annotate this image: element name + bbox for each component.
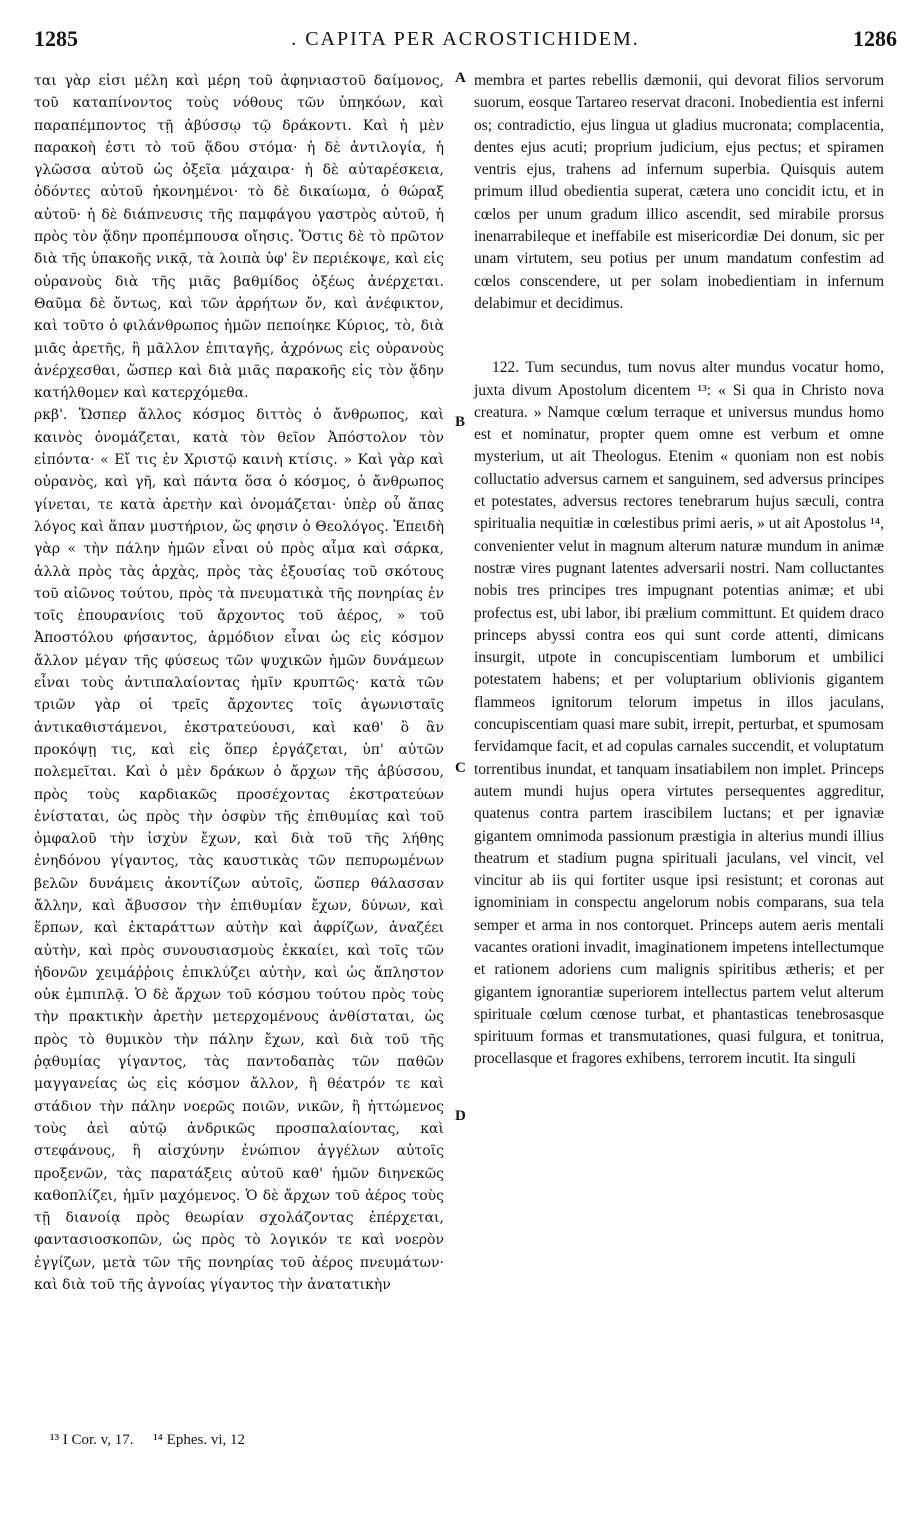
greek-column <box>34 70 444 1296</box>
page-number-left: 1285 <box>34 26 78 51</box>
footnote-13: ¹³ I Cor. v, 17. <box>50 1432 134 1448</box>
latin-paragraph-1: membra et partes rebellis dæmonii, qui devorat filios servorum suorum, eosque Tartareo reservat draconi. Inobedientia est inferni os; contradictio, ejus lingua ut gladius mucronata; complacentia, dentes ejus acuti; proprium judicium, ejus pectus; et spiramen ventris ejus, trahens ad infernum superbia. Quisquis autem primum illud obedientia superat, cætera uno concidit ictu, et in cœlos per unum gradum illico ascendit, sed mirabile prorsus inenarrabileque et ineffabile est misericordiæ Dei donum, sic per unam virtutem, seu potius per unum mandatum confestim ad cœlos conscendere, ut per solam inobedientiam in infernum delabimur et decidimus. <box>474 72 884 312</box>
page-number-right: 1286 <box>853 26 897 51</box>
running-title: . CAPITA PER ACROSTICHIDEM. <box>291 28 640 50</box>
margin-marker-b: B <box>455 414 466 430</box>
running-header <box>34 26 897 56</box>
greek-paragraph-1: ται γὰρ εἰσι μέλη καὶ μέρη τοῦ ἀφηνιαστοῦ δαίμονος, τοῦ καταπίνοντος τοὺς νόθους τῶν ὑπηκόων, καὶ παραπέμποντος τῇ ἀβύσσῳ τῷ δράκοντι. Καὶ ἡ μὲν παρακοὴ ἐστι τὸ τοῦ ᾅδου στόμα· ἡ δὲ ἀντιλογία, ἡ γλῶσσα αὐτοῦ ὡς ὀξεῖα μάχαιρα· ἡ δὲ αὐταρέσκεια, ὀδόντες αὐτοῦ ἠκονημένοι· τὸ δὲ δικαίωμα, ὁ θώραξ αὐτοῦ· ἡ δὲ διάπνευσις τῆς παμφάγου γαστρὸς αὐτοῦ, ἡ πρὸς τὸν ᾅδην προπέμπουσα οἴησις. Ὅστις δὲ τὸ πρῶτον διὰ τῆς ὑπακοῆς νικᾷ, τὰ λοιπὰ ὑφ' ἓν περιέκοψε, καὶ εἰς οὐρανοὺς διὰ τῆς μιᾶς βαθμίδος ὀξέως ἀνέρχεται. Θαῦμα δὲ ὄντως, καὶ τῶν ἀρρήτων ὄν, καὶ ἀνέφικτον, καὶ τοῦτο ὁ φιλάνθρωπος ἡμῶν πεποίηκε Κύριος, τὸ, διὰ μιᾶς ἀρετῆς, ἢ μᾶλλον ἐπιταγῆς, ἀχρόνως εἰς οὐρανοὺς ἀνέρχεσθαι, ὥσπερ καὶ διὰ μιᾶς παρακοῆς εἰς τὸν ᾅδην κατήλθομεν καὶ κατερχόμεθα. <box>34 73 444 402</box>
latin-paragraph-2: 122. Tum secundus, tum novus alter mundus vocatur homo, juxta divum Apostolum dicentem ¹³: « Si qua in Christo nova creatura. » Namque cœlum terraque et universus mundus homo est et nominatur, propter quem omne est verbum et omne mysterium, ut ait Theologus. Etenim « quoniam non est nobis colluctatio adversus carnem et sanguinem, sed adversus principes et potestates, adversus rectores tenebrarum hujus sæculi, contra spiritualia nequitiæ in cœlestibus primi aeris, » ut ait Apostolus ¹⁴, convenienter velut in magnum alterum naturæ mundum in animæ nostræ vires pugnant latentes adversarii nostri. Nam colluctantes nobis tres principes tres impugnant potentias animæ; et ubi profectus est, ubi labor, ibi prælium committunt. Et quidem draco princeps abyssi contra eos qui sunt corde attenti, dimicans insurgit, utpote in concupiscentiam lumborum et umbilici potestatem habens; et per voluptarium oblivionis gigantem flammeos ignitorum telorum impetus in illos jaculans, concupiscentiam quasi mare subit, irrepit, perturbat, et spumosam fervidamque facit, et ad copulas carnales succendit, et voluptatum torrentibus inundat, et tanquam insatiabilem non implet. Princeps autem mundi hujus opera virtutes persequentes aggreditur, quatenus contra partem irascibilem luctans; et per ignaviæ gigantem omnimoda passionum præstigia in alterius mundi illius theatrum et stadium pugna spirituali jaculans, vel vincit, vel vincitur ab iis qui fortiter usque ipsi resistunt; et coronas aut ignominiam in conspectu angelorum nobis comparans, sua tela semper et arma in nos contorquet. Princeps autem aeris mentali vacantes orationi invadit, imaginationem impetens intellectumque et rationem adoriens cum malignis spiritibus ætheris; et per gigantem ignorantiæ superiorem intellectus partem velut alterum spirituale cœlum cœnose turbat, et phantasticas tenebrosasque spirituum formas et transmutationes, quasi fulgura, et tonitrua, procellasque et fragores exhibens, terrorem incutit. Ita singuli <box>474 359 884 1068</box>
margin-marker-a: A <box>455 70 466 86</box>
greek-paragraph-2: ρκβ'. Ὥσπερ ἄλλος κόσμος διττὸς ὁ ἄνθρωπος, καὶ καινὸς ὀνομάζεται, κατὰ τὸν θεῖον Ἀπόστολον τὸν εἰπόντα· « Εἴ τις ἐν Χριστῷ καινὴ κτίσις. » Καὶ γὰρ καὶ οὐρανὸς, καὶ γῆ, καὶ πάντα ὅσα ὁ κόσμος, ὁ ἄνθρωπος γίνεται, τε κατὰ ἀρετὴν καὶ ὀνομάζεται· ὑπὲρ οὗ ἅπας λόγος καὶ ἅπαν μυστήριον, ὥς φησιν ὁ Θεολόγος. Ἐπειδὴ γὰρ « τὴν πάλην ἡμῶν εἶναι οὐ πρὸς αἷμα καὶ σάρκα, ἀλλὰ πρὸς τὰς ἀρχὰς, πρὸς τὰς ἐξουσίας τοῦ σκότους τοῦ αἰῶνος τούτου, πρὸς τὰ πνευματικὰ τῆς πονηρίας ἐν τοῖς ἐπουρανίοις τοῦ ἄρχοντος τοῦ ἀέρος, » τοῦ Ἀποστόλου φήσαντος, ἁρμόδιον εἶναι ὡς εἰς κόσμον ἄλλον μέγαν τῆς φύσεως τῶν ψυχικῶν ἡμῶν δυνάμεων εἶναι τοὺς ἀντιπαλαίοντας ἡμῖν κρυπτῶς· κατὰ τῶν τριῶν γὰρ οἱ τρεῖς ἄρχοντες τοῖς ἀγωνισταῖς ἀντικαθιστάμενοι, ἐκστρατεύουσι, καὶ καθ' ὃ ἂν προκόψῃ τις, καὶ εἰς ὅπερ ἐργάζεται, ὑπ' αὐτῶν πολεμεῖται. Καὶ ὁ μὲν δράκων ὁ ἄρχων τῆς ἀβύσσου, πρὸς τοὺς καρδιακῶς προσέχοντας ἐκστρατεύων ἐνίσταται, ὡς πρὸς τὴν ὀσφὺν τῆς ἐπιθυμίας καὶ τοῦ ὀμφαλοῦ τὴν ἰσχὺν ἔχων, καὶ διὰ τοῦ τῆς λήθης ἐνηδόνου γίγαντος, τὰς καυστικὰς τῶν πεπυρωμένων βελῶν δυνάμεις ἀκοντίζων αὐτοῖς, ὥσπερ θάλασσαν ἄλλην, καὶ ἄβυσσον τὴν ἐπιθυμίαν ἔχων, δύνων, καὶ ἕρπων, καὶ ἐκταράττων αὐτὴν καὶ ἀφρίζων, ἀναζέει αὐτὴν, καὶ πρὸς συνουσιασμοὺς ἐκκαίει, καὶ τοῖς τῶν ἡδονῶν χειμάῤῥοις ἐπικλύζει αὐτὴν, καὶ ὡς ἄπληστον οὐκ ἐμπιπλᾷ. Ὁ δὲ ἄρχων τοῦ κόσμου τούτου πρὸς τοὺς τὴν πρακτικὴν ἀρετὴν μετερχομένους ἀνθίσταται, ὡς πρὸς τὸ θυμικὸν τὴν πάλην ἔχων, καὶ διὰ τοῦ τῆς ῥᾳθυμίας γίγαντος, τὰς παντοδαπὰς τῶν παθῶν μαγγανείας ὡς εἰς κόσμον ἄλλον, ἢ θέατρόν τε καὶ στάδιον τὴν πάλην νοερῶς ποιῶν, νικῶν, ἢ ἡττώμενος τοὺς ἀεὶ αὐτῷ ἀνδρικῶς προσπαλαίοντας, καὶ στεφάνους, ἢ αἰσχύνην ἐνώπιον ἀγγέλων αὐτοῖς προξενῶν, τὰς παρατάξεις αὐτοῦ καθ' ἡμῶν διηνεκῶς καθοπλίζει, ἡμῖν μαχόμενος. Ὁ δὲ ἄρχων τοῦ ἀέρος τοὺς τῇ διανοίᾳ πρὸς θεωρίαν σχολάζοντας ἐπέρχεται, φαντασιοσκοπῶν, ὡς πρὸς τὸ λογικόν τε καὶ νοερὸν ἐγγίζων, μετὰ τῶν τῆς πονηρίας τοῦ ἀέρος πνευμάτων· καὶ διὰ τοῦ τῆς ἀγνοίας γίγαντος τὴν ἀνατατικὴν <box>34 407 444 1294</box>
margin-marker-c: C <box>455 760 466 776</box>
footnote-14: ¹⁴ Ephes. vi, 12 <box>153 1432 245 1448</box>
footnotes <box>50 1432 261 1449</box>
margin-marker-d: D <box>455 1108 466 1124</box>
latin-column <box>474 70 884 1071</box>
